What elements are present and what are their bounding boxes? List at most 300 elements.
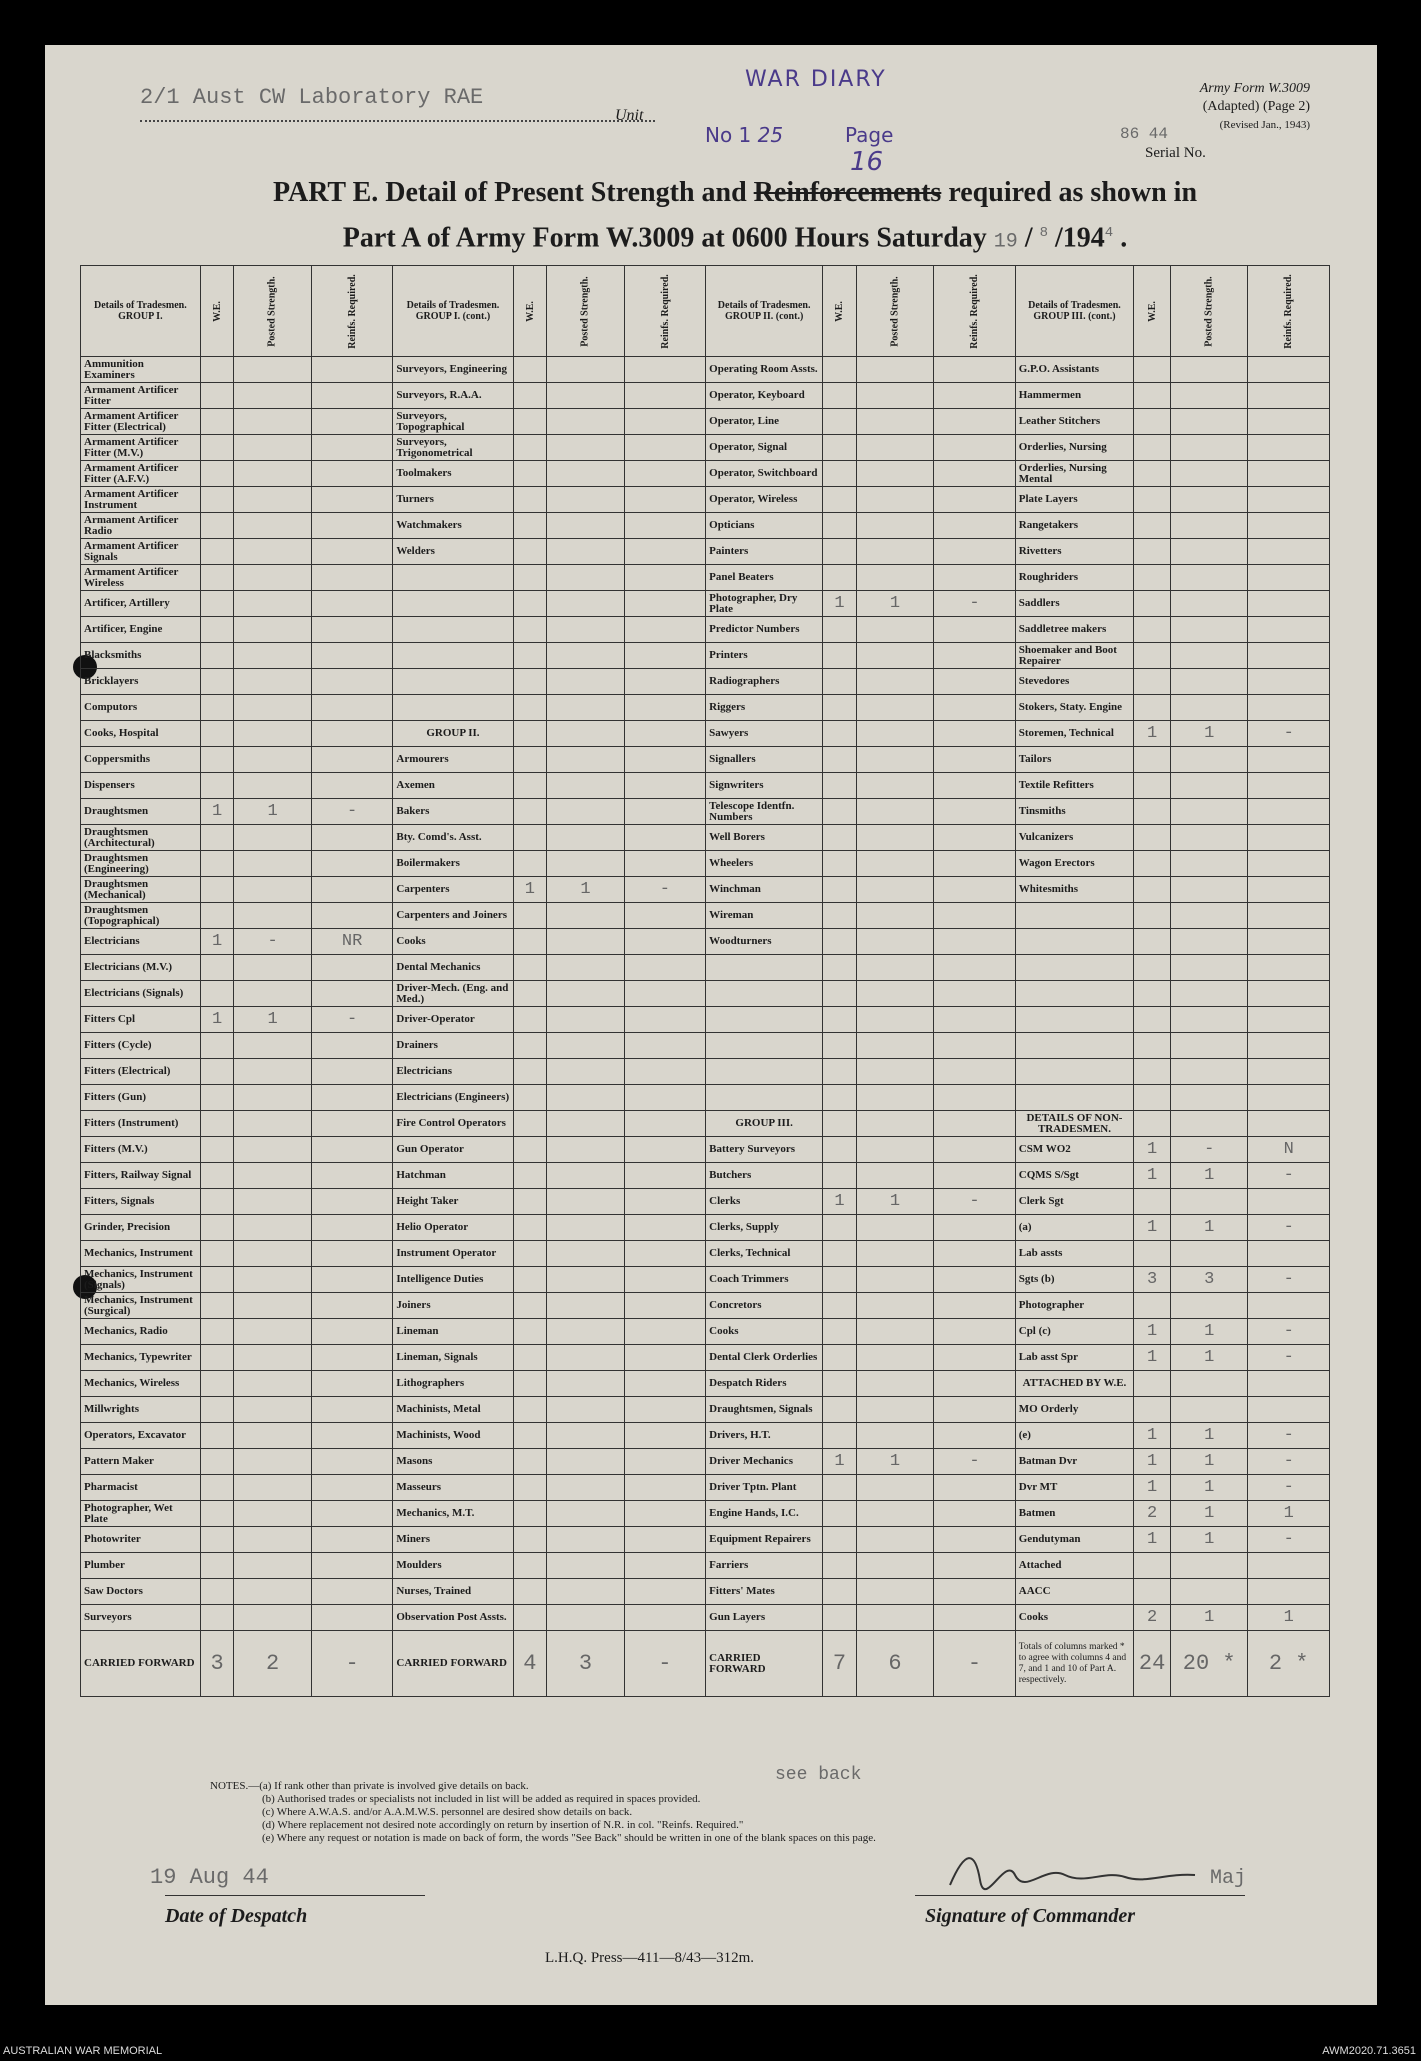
strength-value: [934, 1527, 1016, 1553]
trade-name: Sawyers: [706, 721, 823, 747]
strength-value: [624, 1527, 706, 1553]
trade-name: Pattern Maker: [81, 1449, 201, 1475]
table-row: [81, 409, 1330, 435]
strength-value: [1171, 1033, 1248, 1059]
strength-value: 1: [547, 877, 624, 903]
trade-name: Photographer, Wet Plate: [81, 1501, 201, 1527]
strength-value: [547, 669, 624, 695]
strength-value: 1: [1134, 1423, 1171, 1449]
strength-value: [823, 617, 857, 643]
trade-name: Hammermen: [1015, 383, 1133, 409]
strength-value: [1134, 1553, 1171, 1579]
trade-name: Computors: [81, 695, 201, 721]
strength-value: 2: [1134, 1501, 1171, 1527]
strength-value: [513, 565, 547, 591]
strength-value: [311, 591, 393, 617]
strength-value: [1134, 383, 1171, 409]
strength-value: [1171, 1553, 1248, 1579]
strength-value: [1134, 929, 1171, 955]
table-row: [81, 1293, 1330, 1319]
table-row: [81, 461, 1330, 487]
strength-value: [624, 825, 706, 851]
strength-value: -: [1248, 1449, 1330, 1475]
strength-value: [234, 1241, 311, 1267]
strength-value: [823, 383, 857, 409]
trade-name: Winchman: [706, 877, 823, 903]
strength-value: [513, 747, 547, 773]
trade-name: [393, 643, 513, 669]
strength-value: [547, 539, 624, 565]
trade-name: Machinists, Wood: [393, 1423, 513, 1449]
strength-value: [624, 747, 706, 773]
strength-value: 1: [1171, 1527, 1248, 1553]
table-row: [81, 1033, 1330, 1059]
strength-value: [1171, 955, 1248, 981]
strength-value: [200, 591, 234, 617]
strength-value: -: [234, 929, 311, 955]
strength-value: [934, 1085, 1016, 1111]
strength-value: 1: [1171, 1501, 1248, 1527]
strength-value: [234, 1553, 311, 1579]
strength-value: [1171, 1579, 1248, 1605]
strength-value: [547, 799, 624, 825]
strength-value: [200, 1267, 234, 1293]
strength-value: [234, 1137, 311, 1163]
table-row: [81, 1605, 1330, 1631]
strength-value: [823, 1345, 857, 1371]
strength-value: [1134, 1397, 1171, 1423]
strength-value: [547, 1241, 624, 1267]
strength-value: [1171, 1059, 1248, 1085]
strength-value: [856, 1267, 933, 1293]
strength-value: [234, 643, 311, 669]
strength-value: [234, 1605, 311, 1631]
strength-value: [200, 825, 234, 851]
strength-value: 1: [1171, 1163, 1248, 1189]
strength-value: [1134, 773, 1171, 799]
col-g1c: Details of Tradesmen. GROUP I. (cont.): [393, 266, 513, 357]
trade-name: Surveyors, Engineering: [393, 357, 513, 383]
trade-name: G.P.O. Assistants: [1015, 357, 1133, 383]
table-row: [81, 1397, 1330, 1423]
strength-value: [934, 1137, 1016, 1163]
strength-value: [856, 1527, 933, 1553]
trade-name: Armament Artificer Fitter (M.V.): [81, 435, 201, 461]
table-row: [81, 669, 1330, 695]
strength-value: [1248, 1007, 1330, 1033]
trade-name: Attached: [1015, 1553, 1133, 1579]
trade-name: Photowriter: [81, 1527, 201, 1553]
strength-value: [1248, 1059, 1330, 1085]
trade-name: Predictor Numbers: [706, 617, 823, 643]
strength-value: [624, 851, 706, 877]
trade-name: Photographer: [1015, 1293, 1133, 1319]
strength-value: [1248, 513, 1330, 539]
strength-value: [624, 1111, 706, 1137]
strength-value: [311, 1163, 393, 1189]
strength-value: [823, 1501, 857, 1527]
col-g2c: Details of Tradesmen. GROUP II. (cont.): [706, 266, 823, 357]
strength-value: [1248, 981, 1330, 1007]
table-row: [81, 1085, 1330, 1111]
trade-name: Stokers, Staty. Engine: [1015, 695, 1133, 721]
trade-name: Wireman: [706, 903, 823, 929]
strength-value: [311, 1267, 393, 1293]
strength-value: [624, 487, 706, 513]
strength-value: [1248, 747, 1330, 773]
trade-name: Turners: [393, 487, 513, 513]
trade-name: [1015, 929, 1133, 955]
strength-value: [823, 1085, 857, 1111]
strength-value: [513, 929, 547, 955]
strength-value: [856, 1059, 933, 1085]
trade-name: Coach Trimmers: [706, 1267, 823, 1293]
strength-value: [823, 721, 857, 747]
strength-value: [200, 955, 234, 981]
trade-name: [706, 1033, 823, 1059]
strength-value: [1134, 357, 1171, 383]
strength-value: [547, 1189, 624, 1215]
strength-value: [1248, 591, 1330, 617]
strength-value: [547, 1111, 624, 1137]
trade-name: Moulders: [393, 1553, 513, 1579]
strength-value: [513, 1111, 547, 1137]
trade-name: [393, 669, 513, 695]
strength-value: [513, 357, 547, 383]
trade-name: Operator, Wireless: [706, 487, 823, 513]
trade-name: Mechanics, Radio: [81, 1319, 201, 1345]
strength-value: [856, 1111, 933, 1137]
strength-value: [823, 981, 857, 1007]
trade-name: Tinsmiths: [1015, 799, 1133, 825]
strength-value: [234, 1033, 311, 1059]
trade-name: Intelligence Duties: [393, 1267, 513, 1293]
strength-value: [856, 617, 933, 643]
strength-value: [513, 461, 547, 487]
strength-value: [1248, 825, 1330, 851]
strength-value: [823, 1059, 857, 1085]
strength-value: 1: [823, 1189, 857, 1215]
trade-name: Coppersmiths: [81, 747, 201, 773]
strength-value: [934, 1475, 1016, 1501]
strength-value: [200, 695, 234, 721]
trade-name: Mechanics, Wireless: [81, 1371, 201, 1397]
strength-value: -: [1171, 1137, 1248, 1163]
strength-value: [311, 435, 393, 461]
trade-name: Mechanics, Instrument: [81, 1241, 201, 1267]
strength-value: [1171, 799, 1248, 825]
trade-name: Concretors: [706, 1293, 823, 1319]
table-row: [81, 955, 1330, 981]
table-row: [81, 539, 1330, 565]
trade-name: Bricklayers: [81, 669, 201, 695]
strength-value: 1: [200, 1007, 234, 1033]
strength-value: [311, 851, 393, 877]
strength-value: [1171, 513, 1248, 539]
trade-name: [1015, 1085, 1133, 1111]
strength-value: [624, 1553, 706, 1579]
trade-name: [706, 981, 823, 1007]
trade-name: Surveyors, Trigonometrical: [393, 435, 513, 461]
strength-value: [513, 513, 547, 539]
trade-name: Height Taker: [393, 1189, 513, 1215]
strength-value: [200, 1319, 234, 1345]
strength-value: 1: [1171, 1345, 1248, 1371]
strength-value: [547, 1033, 624, 1059]
table-row: [81, 929, 1330, 955]
trade-name: Electricians: [393, 1059, 513, 1085]
trade-name: [1015, 1059, 1133, 1085]
strength-value: [934, 929, 1016, 955]
strength-value: [1248, 383, 1330, 409]
strength-value: [624, 461, 706, 487]
strength-value: [311, 513, 393, 539]
strength-value: [1248, 955, 1330, 981]
strength-value: [513, 435, 547, 461]
strength-value: 1: [1134, 1215, 1171, 1241]
strength-value: [547, 1449, 624, 1475]
strength-value: -: [934, 591, 1016, 617]
trade-name: Gun Operator: [393, 1137, 513, 1163]
trade-name: Equipment Repairers: [706, 1527, 823, 1553]
trade-name: Toolmakers: [393, 461, 513, 487]
strength-value: [1134, 487, 1171, 513]
strength-value: [234, 1059, 311, 1085]
strength-value: 1: [1171, 1423, 1248, 1449]
trade-name: Cooks: [1015, 1605, 1133, 1631]
trade-name: Clerks, Supply: [706, 1215, 823, 1241]
strength-value: [311, 1241, 393, 1267]
strength-value: [934, 1345, 1016, 1371]
strength-value: [311, 461, 393, 487]
strength-value: [934, 435, 1016, 461]
trade-name: Draughtsmen, Signals: [706, 1397, 823, 1423]
trade-name: Operator, Signal: [706, 435, 823, 461]
strength-value: 1: [200, 929, 234, 955]
strength-value: [200, 513, 234, 539]
strength-value: [234, 1423, 311, 1449]
strength-value: [624, 565, 706, 591]
table-row: [81, 1553, 1330, 1579]
strength-value: [624, 1033, 706, 1059]
strength-value: [624, 1423, 706, 1449]
strength-value: [624, 1371, 706, 1397]
strength-value: [547, 1293, 624, 1319]
trade-name: Sgts (b): [1015, 1267, 1133, 1293]
strength-value: [234, 721, 311, 747]
trade-name: Shoemaker and Boot Repairer: [1015, 643, 1133, 669]
strength-value: [856, 877, 933, 903]
strength-value: [823, 1579, 857, 1605]
strength-value: [1248, 435, 1330, 461]
trade-name: Draughtsmen (Architectural): [81, 825, 201, 851]
trade-name: Panel Beaters: [706, 565, 823, 591]
strength-value: [513, 643, 547, 669]
strength-value: [547, 1137, 624, 1163]
strength-value: [856, 1345, 933, 1371]
trade-name: Fitters (Cycle): [81, 1033, 201, 1059]
trade-name: Butchers: [706, 1163, 823, 1189]
strength-value: [200, 1527, 234, 1553]
strength-value: [200, 1579, 234, 1605]
trade-name: MO Orderly: [1015, 1397, 1133, 1423]
strength-value: [200, 1111, 234, 1137]
strength-value: [547, 409, 624, 435]
strength-value: [934, 1111, 1016, 1137]
strength-value: [1134, 981, 1171, 1007]
strength-value: [823, 1111, 857, 1137]
strength-value: N: [1248, 1137, 1330, 1163]
strength-value: [1171, 487, 1248, 513]
trade-name: Stevedores: [1015, 669, 1133, 695]
strength-value: [1248, 487, 1330, 513]
strength-value: [513, 487, 547, 513]
strength-value: 1: [200, 799, 234, 825]
strength-value: [234, 487, 311, 513]
trade-name: [1015, 1007, 1133, 1033]
trade-name: Driver Mechanics: [706, 1449, 823, 1475]
strength-value: [856, 357, 933, 383]
strength-value: [234, 383, 311, 409]
strength-value: [856, 1085, 933, 1111]
strength-value: [856, 747, 933, 773]
strength-value: [311, 487, 393, 513]
trade-name: Plumber: [81, 1553, 201, 1579]
strength-value: [200, 669, 234, 695]
trade-name: [1015, 955, 1133, 981]
strength-value: [200, 1345, 234, 1371]
strength-value: [513, 1293, 547, 1319]
strength-value: [200, 487, 234, 513]
strength-value: [234, 357, 311, 383]
strength-value: [547, 487, 624, 513]
strength-value: 1: [1134, 1449, 1171, 1475]
strength-value: [856, 383, 933, 409]
trade-name: Whitesmiths: [1015, 877, 1133, 903]
trade-name: Bty. Comd's. Asst.: [393, 825, 513, 851]
strength-value: [311, 825, 393, 851]
trade-name: Orderlies, Nursing: [1015, 435, 1133, 461]
despatch-label: Date of Despatch: [165, 1905, 308, 1927]
trade-name: Surveyors, Topographical: [393, 409, 513, 435]
strength-value: [311, 773, 393, 799]
strength-value: [1171, 1397, 1248, 1423]
trade-name: [706, 1007, 823, 1033]
strength-value: [624, 669, 706, 695]
table-row: [81, 825, 1330, 851]
trade-name: Armament Artificer Signals: [81, 539, 201, 565]
strength-value: [311, 1397, 393, 1423]
trade-name: Textile Refitters: [1015, 773, 1133, 799]
strength-value: [200, 1423, 234, 1449]
strength-value: [200, 1371, 234, 1397]
table-row: [81, 981, 1330, 1007]
strength-value: [624, 539, 706, 565]
strength-value: [200, 1137, 234, 1163]
strength-value: [934, 773, 1016, 799]
strength-value: [823, 955, 857, 981]
archive-credit: AUSTRALIAN WAR MEMORIAL: [3, 2045, 163, 2057]
strength-value: [200, 721, 234, 747]
strength-value: [311, 1605, 393, 1631]
strength-value: [1171, 747, 1248, 773]
strength-value: -: [1248, 1475, 1330, 1501]
strength-value: [513, 1163, 547, 1189]
strength-value: -: [1248, 1267, 1330, 1293]
trade-name: Cooks: [393, 929, 513, 955]
strength-value: [513, 383, 547, 409]
strength-value: [624, 409, 706, 435]
trade-name: Fitters (Gun): [81, 1085, 201, 1111]
strength-value: [1171, 825, 1248, 851]
table-row: [81, 435, 1330, 461]
table-row: [81, 799, 1330, 825]
strength-value: [823, 1241, 857, 1267]
trade-name: [706, 1059, 823, 1085]
strength-value: [624, 1397, 706, 1423]
strength-value: [1134, 1111, 1171, 1137]
strength-value: [624, 903, 706, 929]
strength-value: [823, 357, 857, 383]
trade-name: Nurses, Trained: [393, 1579, 513, 1605]
trade-name: Draughtsmen: [81, 799, 201, 825]
strength-value: [624, 955, 706, 981]
strength-value: [547, 1085, 624, 1111]
strength-value: [823, 1371, 857, 1397]
strength-value: [513, 1059, 547, 1085]
strength-value: [1171, 1085, 1248, 1111]
strength-value: [1171, 1371, 1248, 1397]
strength-value: [1171, 591, 1248, 617]
table-row: [81, 1423, 1330, 1449]
table-header-row: Details of Tradesmen. GROUP I. W.E. Posted Strength. Reinfs. Required. Details of Tradesmen. GROUP I. (cont.) W.E. Posted Strength. Reinfs. Required. Details of Tradesmen. GROUP II. (cont.) W.E. Posted Strength. Reinfs. Required. Details of Tradesmen. GROUP III. (cont.) W.E. Posted Strength. Reinfs. Required.: [81, 266, 1330, 357]
strength-value: [200, 851, 234, 877]
strength-value: [624, 357, 706, 383]
strength-value: [513, 1345, 547, 1371]
strength-value: 1: [1134, 1527, 1171, 1553]
strength-value: [934, 513, 1016, 539]
strength-value: [934, 643, 1016, 669]
strength-value: [513, 1397, 547, 1423]
trade-name: Operator, Keyboard: [706, 383, 823, 409]
strength-value: [1134, 877, 1171, 903]
strength-value: [823, 1397, 857, 1423]
strength-value: -: [311, 799, 393, 825]
strength-value: [1248, 357, 1330, 383]
strength-value: [1134, 435, 1171, 461]
strength-value: [547, 461, 624, 487]
strength-value: [624, 617, 706, 643]
strength-value: [624, 1345, 706, 1371]
trade-name: Radiographers: [706, 669, 823, 695]
trade-name: Armament Artificer Wireless: [81, 565, 201, 591]
strength-value: [1134, 1033, 1171, 1059]
strength-value: [823, 851, 857, 877]
strength-value: [547, 981, 624, 1007]
strength-value: [234, 1111, 311, 1137]
strength-value: [200, 539, 234, 565]
strength-value: [1248, 461, 1330, 487]
table-row: [81, 1007, 1330, 1033]
trade-name: GROUP II.: [393, 721, 513, 747]
strength-value: [624, 435, 706, 461]
strength-value: [234, 1319, 311, 1345]
strength-value: [547, 1527, 624, 1553]
strength-value: 1: [1248, 1501, 1330, 1527]
strength-value: [1134, 1085, 1171, 1111]
strength-value: [513, 1241, 547, 1267]
strength-value: [856, 1475, 933, 1501]
